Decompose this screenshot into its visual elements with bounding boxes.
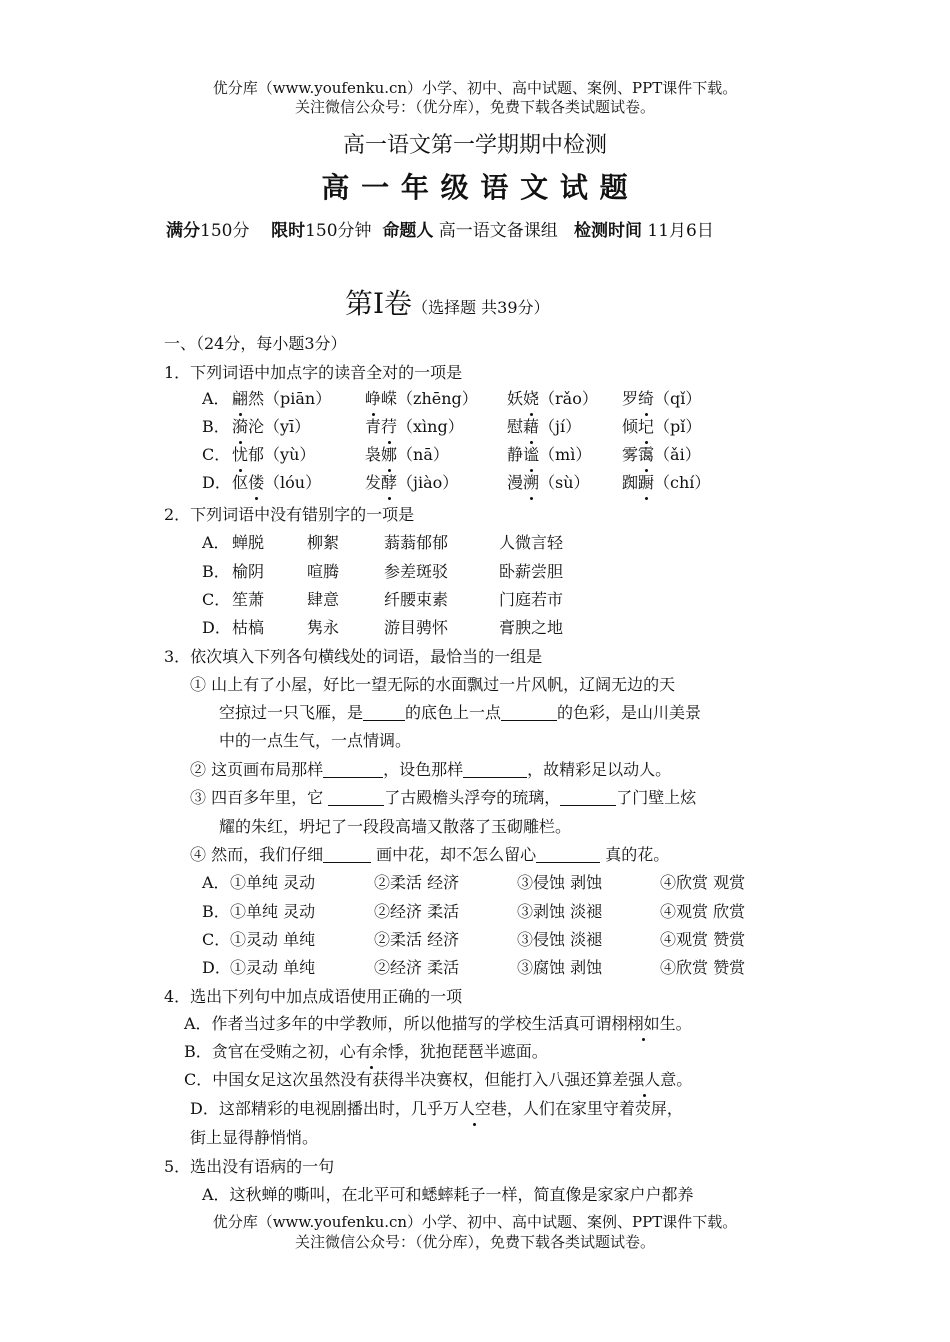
emphasized-idiom: 心有余悸 — [340, 1040, 404, 1064]
q3-stem: 3．依次填入下列各句横线处的词语，最恰当的一组是 — [164, 647, 543, 666]
q4-option-d-line-2: 街上显得静悄悄。 — [190, 1128, 319, 1147]
q3-sentence-3-line-1: ③ 四百多年里，它 了古殿檐头浮夸的琉璃， 了门壁上炫 — [190, 788, 697, 807]
exam-subtitle: 高一语文第一学期期中检测 — [342, 133, 607, 158]
q3-sentence-1-line-3: 中的一点生气，一点情调。 — [219, 731, 412, 750]
q3-sentence-1-line-1: ① 山上有了小屋，好比一望无际的水面飘过一片风帆，辽阔无边的天 — [190, 675, 676, 694]
exam-title: 高 一 年 级 语 文 试 题 — [321, 171, 629, 204]
q2-option-b: B． 榆阴 喧腾 参差斑驳 卧薪尝胆 — [202, 562, 564, 581]
footer-line-2: 关注微信公众号：（优分库），免费下载各类试题试卷。 — [294, 1233, 655, 1251]
full-score-value: 150分 — [200, 221, 250, 241]
q1-option-a: A． 翩然（piān） 峥嵘（zhēng） 妖娆（rǎo） 罗绮（qǐ） — [202, 387, 802, 411]
blank — [323, 846, 371, 863]
full-score-label: 满分 — [166, 221, 200, 241]
emphasized-idiom: 差强人意 — [612, 1068, 676, 1092]
q3-sentence-2: ② 这页画布局那样 ，设色那样 ，故精彩足以动人。 — [190, 760, 672, 779]
q3-sentence-1-line-2: 空掠过一只飞雁，是 的底色上一点 的色彩，是山川美景 — [219, 703, 702, 722]
q2-option-a: A． 蝉脱 柳絮 蓊蓊郁郁 人微言轻 — [202, 533, 564, 552]
header-line-2: 关注微信公众号：（优分库），免费下载各类试题试卷。 — [294, 98, 655, 116]
emphasized-idiom: 栩栩如生 — [612, 1014, 676, 1033]
volume-heading — [345, 284, 550, 328]
q2-option-d: D． 枯槁 隽永 游目骋怀 膏腴之地 — [202, 618, 564, 637]
q4-stem: 4．选出下列句中加点成语使用正确的一项 — [164, 987, 463, 1006]
header-line-1: 优分库（www.youfenku.cn）小学、初中、高中试题、案例、PPT课件下载。 — [212, 79, 738, 97]
q5-stem: 5．选出没有语病的一句 — [164, 1157, 335, 1176]
q3-sentence-4: ④ 然而，我们仔细 画中花，却不怎么留心 真的花。 — [190, 845, 670, 864]
q4-option-c: C．中国女足这次虽然没有获得半决赛权，但能打入八强还算差强人意。 — [184, 1068, 692, 1092]
q2-stem: 2．下列词语中没有错别字的一项是 — [164, 505, 415, 524]
section-1-heading: 一、（24分，每小题3分） — [164, 334, 347, 353]
q1-option-c: C． 忧郁（yù） 袅娜（nā） 静谧（mì） 雾霭（ǎi） — [202, 443, 802, 467]
q1-option-d: D． 伛偻（lóu） 发酵（jiào） 漫溯（sù） 踟蹰（chí） — [202, 471, 802, 495]
blank — [363, 704, 405, 721]
author-value: 高一语文备课组 — [438, 221, 558, 241]
blank — [560, 789, 616, 806]
q4-option-d-line-1: D．这部精彩的电视剧播出时，几乎万人空巷，人们在家里守着荧屏， — [190, 1097, 683, 1121]
volume-note: （选择题 共39分） — [412, 298, 550, 317]
volume-title: 第Ⅰ卷 — [345, 287, 413, 320]
exam-date-label: 检测时间 — [573, 221, 642, 241]
q3-option-a: A． ①单纯 灵动 ②柔活 经济 ③侵蚀 剥蚀 ④欣赏 观赏 — [202, 873, 746, 892]
time-limit-value: 150分钟 — [305, 221, 372, 241]
q3-option-b: B． ①单纯 灵动 ②经济 柔活 ③剥蚀 淡褪 ④观赏 欣赏 — [202, 902, 746, 921]
q1-option-b: B． 漪沦（yī） 青荇（xìng） 慰藉（jí） 倾圮（pǐ） — [202, 415, 802, 439]
time-limit-label: 限时 — [271, 221, 306, 241]
blank — [536, 846, 600, 863]
q3-option-d: D． ①灵动 单纯 ②经济 柔活 ③腐蚀 剥蚀 ④欣赏 赞赏 — [202, 958, 746, 977]
q3-sentence-3-line-2: 耀的朱红，坍圮了一段段高墙又散落了玉砌雕栏。 — [219, 817, 572, 836]
q4-option-b: B．贪官在受贿之初，心有余悸，犹抱琵琶半遮面。 — [184, 1040, 548, 1064]
emphasized-idiom: 万人空巷 — [443, 1097, 507, 1121]
exam-date-value: 11月6日 — [647, 221, 714, 241]
blank — [501, 704, 557, 721]
blank — [328, 789, 384, 806]
footer-line-1: 优分库（www.youfenku.cn）小学、初中、高中试题、案例、PPT课件下载。 — [212, 1213, 738, 1231]
q3-option-c: C． ①灵动 单纯 ②柔活 经济 ③侵蚀 淡褪 ④观赏 赞赏 — [202, 930, 746, 949]
author-label: 命题人 — [382, 221, 434, 241]
blank — [323, 761, 383, 778]
q1-stem: 1．下列词语中加点字的读音全对的一项是 — [164, 363, 463, 382]
q5-option-a: A．这秋蝉的嘶叫，在北平可和蟋蟀耗子一样，简直像是家家户户都养 — [202, 1185, 694, 1204]
q4-option-a: A．作者当过多年的中学教师，所以他描写的学校生活真可谓栩栩如生。 — [184, 1012, 692, 1036]
blank — [463, 761, 527, 778]
exam-info — [166, 218, 714, 244]
q2-option-c: C． 笙萧 肆意 纤腰束素 门庭若市 — [202, 590, 564, 609]
